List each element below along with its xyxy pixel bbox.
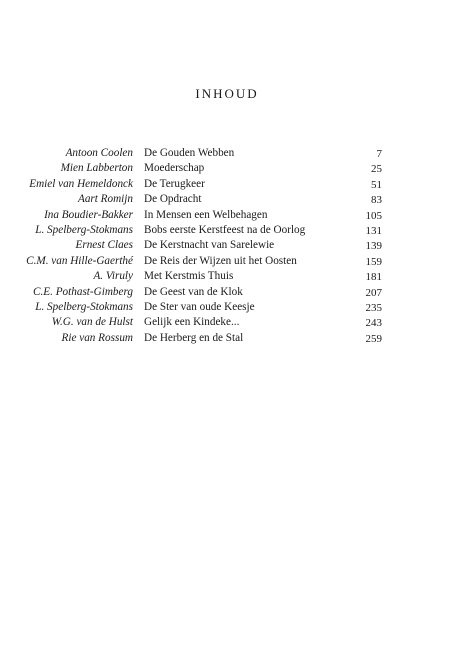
- toc-entry: [0, 208, 454, 223]
- toc-entry: [0, 238, 454, 253]
- toc-title: In Mensen een Welbehagen: [144, 208, 268, 221]
- table-of-contents: [0, 146, 454, 346]
- toc-author: L. Spelberg-Stokmans: [35, 223, 133, 236]
- toc-title: De Kerstnacht van Sarelewie: [144, 239, 275, 252]
- toc-entry: [0, 331, 454, 346]
- toc-page-number: 139: [365, 240, 382, 253]
- toc-entry: [0, 161, 454, 176]
- toc-author: Rie van Rossum: [61, 331, 133, 344]
- toc-entry: [0, 177, 454, 192]
- toc-author: C.M. van Hille-Gaerthé: [26, 254, 133, 267]
- toc-author: Mien Labberton: [60, 162, 133, 175]
- toc-title: De Terugkeer: [144, 177, 205, 190]
- toc-title: De Geest van de Klok: [144, 285, 243, 298]
- toc-title: De Herberg en de Stal: [144, 331, 244, 344]
- toc-entry: [0, 300, 454, 315]
- toc-entry: [0, 146, 454, 161]
- toc-page-number: 7: [376, 148, 382, 160]
- toc-entry: [0, 223, 454, 238]
- toc-title: De Reis der Wijzen uit het Oosten: [144, 254, 297, 267]
- toc-author: A. Viruly: [93, 270, 133, 283]
- toc-page-number: 259: [365, 332, 382, 345]
- toc-page-number: 83: [371, 194, 382, 207]
- toc-author: L. Spelberg-Stokmans: [35, 300, 133, 313]
- toc-entry: [0, 192, 454, 207]
- toc-entry: [0, 269, 454, 284]
- toc-page-number: 235: [365, 301, 382, 314]
- toc-title: De Opdracht: [144, 193, 202, 206]
- toc-title: De Gouden Webben: [144, 147, 235, 159]
- toc-page-number: 159: [365, 255, 382, 268]
- toc-author: Ina Boudier-Bakker: [44, 208, 133, 221]
- toc-title: De Ster van oude Keesje: [144, 300, 255, 313]
- toc-author: W.G. van de Hulst: [51, 316, 133, 329]
- toc-entry: [0, 315, 454, 330]
- toc-page-number: 243: [365, 317, 382, 330]
- toc-title: Gelijk een Kindeke...: [144, 316, 240, 329]
- toc-title: Moederschap: [144, 162, 205, 175]
- toc-title: Bobs eerste Kerstfeest na de Oorlog: [144, 223, 306, 236]
- toc-page-number: 25: [371, 163, 382, 176]
- toc-author: Emiel van Hemeldonck: [29, 177, 133, 190]
- toc-entry: [0, 254, 454, 269]
- toc-author: C.E. Pothast-Gimberg: [33, 285, 133, 298]
- toc-entry: [0, 285, 454, 300]
- toc-page-number: 131: [365, 224, 382, 237]
- toc-page-number: 105: [365, 209, 382, 222]
- toc-page-number: 207: [365, 286, 382, 299]
- toc-page-number: 181: [365, 271, 382, 284]
- toc-author: Antoon Coolen: [65, 147, 133, 159]
- toc-author: Ernest Claes: [75, 239, 133, 252]
- toc-page-number: 51: [371, 178, 382, 191]
- toc-title: Met Kerstmis Thuis: [144, 270, 234, 283]
- toc-author: Aart Romijn: [77, 193, 133, 206]
- page-title: INHOUD: [195, 86, 259, 101]
